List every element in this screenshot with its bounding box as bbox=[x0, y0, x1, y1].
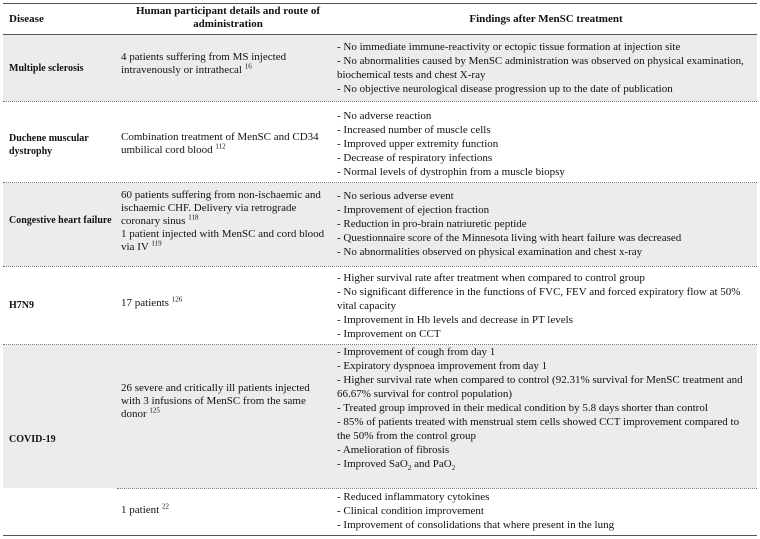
findings-cell bbox=[337, 490, 755, 532]
finding-item: - Improvement of consolidations that where present in the lung bbox=[337, 519, 615, 531]
finding-item: - Decrease of respiratory infections bbox=[337, 152, 493, 164]
human-cell: Combination treatment of MenSC and CD34 umbilical cord blood $^{112}$ bbox=[121, 131, 319, 156]
finding-item: - Improved upper extremity function bbox=[337, 138, 499, 150]
finding-item: - No serious adverse event bbox=[337, 190, 454, 202]
disease-cell: H7N9 bbox=[9, 300, 34, 311]
finding-item: - No immediate immune-reactivity or ectopic tissue formation at injection site bbox=[337, 41, 681, 53]
finding-item: - Higher survival rate when compared to control (92.31% survival for MenSC treatment and 66.67% survival for control population) bbox=[337, 374, 743, 400]
finding-item: - Higher survival rate after treatment when compared to control group bbox=[337, 272, 645, 284]
table-row bbox=[3, 102, 757, 182]
findings-cell bbox=[337, 40, 755, 96]
table-row bbox=[3, 267, 757, 344]
header-human: Human participant details and route of administration bbox=[135, 5, 321, 30]
header-disease: Disease bbox=[9, 13, 44, 25]
finding-item: - Improvement of ejection fraction bbox=[337, 204, 490, 216]
finding-item: - No abnormalities observed on physical examination and chest x-ray bbox=[337, 246, 643, 258]
finding-item: - Reduced inflammatory cytokines bbox=[337, 491, 490, 503]
human-cell: 1 patient $^{22}$ bbox=[121, 502, 169, 516]
human-cell: 4 patients suffering from MS injected intravenously or intrathecal $^{16}$ bbox=[121, 51, 287, 76]
header-findings: Findings after MenSC treatment bbox=[469, 13, 623, 25]
finding-item: - Treated group improved in their medical condition by 5.8 days shorter than control bbox=[337, 402, 708, 414]
human-cell: 17 patients $^{126}$ bbox=[121, 295, 183, 309]
finding-item: - No abnormalities caused by MenSC administration was observed on physical examination, biochemical tests and chest X-ray bbox=[337, 55, 744, 81]
finding-item: - No significant difference in the functions of FVC, FEV and forced expiratory flow at 50% vital capacity bbox=[337, 286, 741, 312]
findings-cell bbox=[337, 189, 755, 259]
finding-item: - 85% of patients treated with menstrual stem cells showed CCT improvement compared to the 50% from the control group bbox=[337, 416, 740, 442]
finding-item: - Improvement in Hb levels and decrease in PT levels bbox=[337, 314, 573, 326]
human-cell: 60 patients suffering from non-ischaemic and ischaemic CHF. Delivery via retrograde coronary sinus $^{118}$ 1 patient injected with MenSC and cord blood via IV $^{119}$ bbox=[121, 189, 325, 253]
findings-cell bbox=[337, 271, 755, 341]
finding-item: - Amelioration of fibrosis bbox=[337, 444, 450, 456]
table-row bbox=[3, 345, 757, 488]
table-bottom-rule bbox=[3, 535, 757, 536]
table-row bbox=[3, 489, 757, 536]
disease-cell: Duchene muscular dystrophy bbox=[9, 133, 89, 157]
finding-item: - Improvement on CCT bbox=[337, 328, 441, 340]
findings-cell bbox=[337, 109, 755, 179]
table-row bbox=[3, 183, 757, 266]
table-row bbox=[3, 35, 757, 101]
disease-cell: COVID-19 bbox=[9, 434, 56, 445]
table-header bbox=[3, 4, 757, 34]
disease-cell: Congestive heart failure bbox=[9, 215, 112, 226]
finding-item: - Reduction in pro-brain natriuretic peptide bbox=[337, 218, 527, 230]
finding-item: - Improvement of cough from day 1 bbox=[337, 346, 496, 358]
finding-item: - Clinical condition improvement bbox=[337, 505, 484, 517]
findings-cell bbox=[337, 345, 755, 471]
finding-item: - Increased number of muscle cells bbox=[337, 124, 491, 136]
finding-item: - No adverse reaction bbox=[337, 110, 432, 122]
finding-item: - Improved SaO$_2$ and PaO$_2$ bbox=[337, 458, 456, 473]
finding-item: - Expiratory dyspnoea improvement from day 1 bbox=[337, 360, 548, 372]
disease-cell: Multiple sclerosis bbox=[9, 63, 84, 74]
finding-item: - No objective neurological disease progression up to the date of publication bbox=[337, 83, 673, 95]
human-cell: 26 severe and critically ill patients injected with 3 infusions of MenSC from the same donor $^{125}$ bbox=[121, 382, 310, 420]
finding-item: - Questionnaire score of the Minnesota living with heart failure was decreased bbox=[337, 232, 682, 244]
finding-item: - Normal levels of dystrophin from a muscle biopsy bbox=[337, 166, 565, 178]
